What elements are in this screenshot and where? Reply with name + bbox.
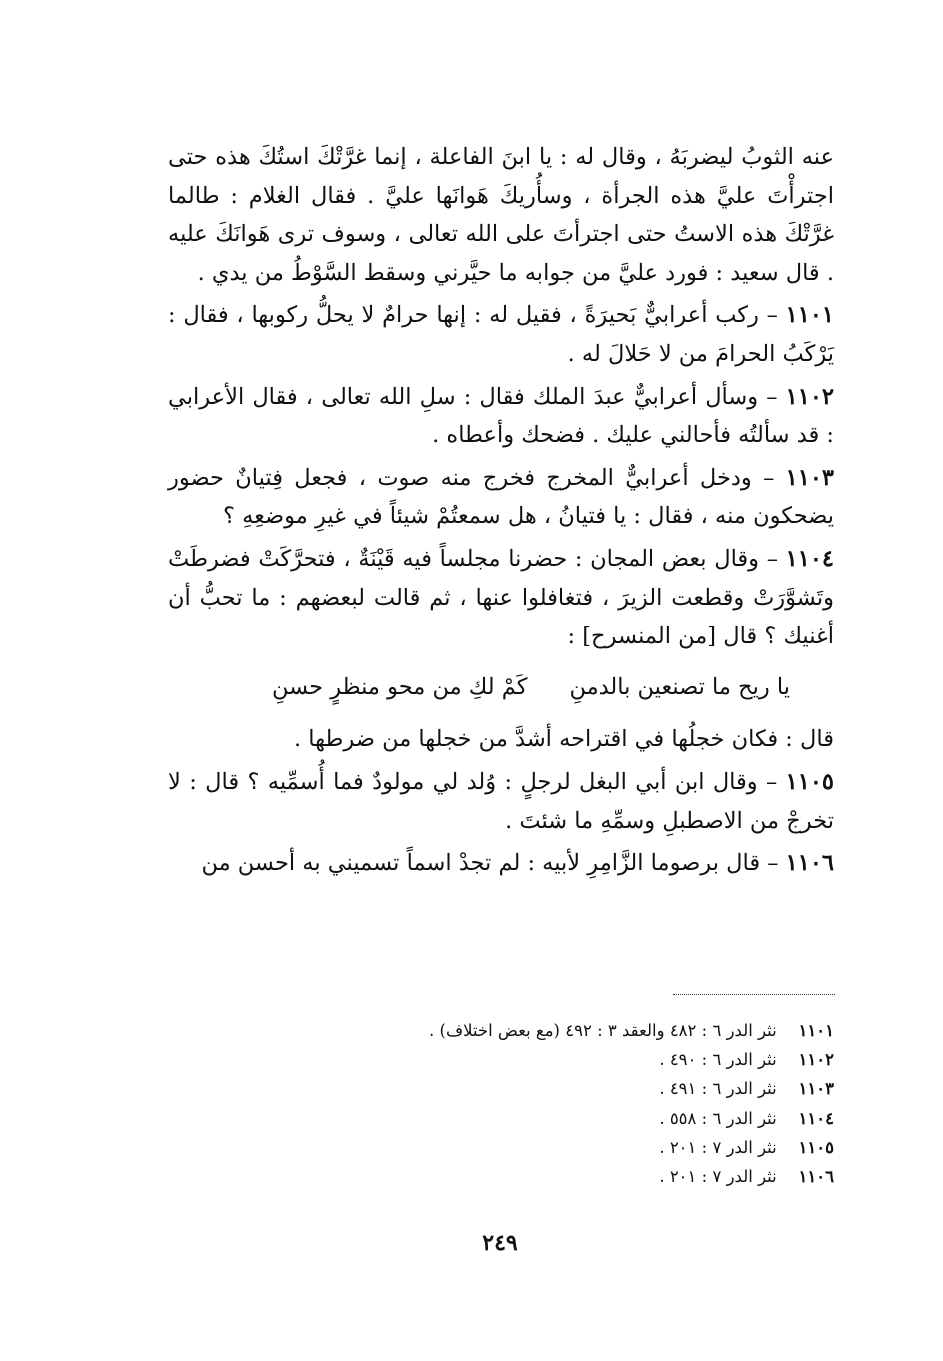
footnote-number: ١١٠٤ (798, 1108, 834, 1128)
paragraph-text: – ركب أعرابيٌّ بَحيرَةً ، فقيل له : إنها حرامٌ لا يحلُّ ركوبها ، فقال : يَرْكَبُ الحرامَ من لا حَلالَ له . (168, 302, 834, 367)
paragraph-text: – وقال بعض المجان : حضرنا مجلساً فيه قَيْنَةٌ ، فتحرَّكَتْ فضرطَتْ وتَشوَّرَتْ وقطعت الزيرَ ، فتغافلوا عنها ، ثم قالت لبعضهم : ما تحبُّ أن أغنيك ؟ قال [من المنسرح] : (168, 545, 834, 650)
paragraph-1104 (168, 540, 834, 656)
entry-number: ١١٠٤ (785, 545, 835, 572)
paragraph-text: – وسأل أعرابيٌّ عبدَ الملك فقال : سلِ الله تعالى ، فقال الأعرابي : قد سألتُه فأحالني عليك . فضحك وأعطاه . (168, 383, 834, 449)
footnote-text: نثر الدر ٦ : ٤٩١ . (659, 1079, 777, 1099)
footnote-text: نثر الدر ٦ : ٥٥٨ . (659, 1108, 777, 1128)
entry-number: ١١٠١ (785, 302, 835, 329)
main-text (168, 138, 834, 887)
footnote-text: نثر الدر ٦ : ٤٨٢ والعقد ٣ : ٤٩٢ (مع بعض اختلاف) . (429, 1021, 777, 1040)
paragraph-1101 (168, 296, 834, 373)
paragraph-1102 (168, 378, 834, 455)
paragraph-text: عنه الثوبُ ليضربَهُ ، وقال له : يا ابنَ الفاعلة ، إنما غرَّتْكَ استُكَ هذه حتى اجترأْتَ عليَّ هذه الجرأة ، وسأُريكَ هَوانَها عليَّ . فقال الغلام : طالما غرَّتْكَ هذه الاستُ حتى اجترأتَ على الله تعالى ، وسوف ترى هَوانَكَ عليه . قال سعيد : فورد عليَّ من جوابه ما حيَّرني وسقط السَّوْطُ من يدي . (168, 144, 834, 286)
footnote-text: نثر الدر ٦ : ٤٩٠ . (659, 1050, 777, 1070)
paragraph-1103 (168, 459, 834, 536)
footnote-text: نثر الدر ٧ : ٢٠١ . (659, 1167, 777, 1187)
footnote-number: ١١٠٣ (798, 1079, 834, 1099)
page-number: ٢٤٩ (482, 1230, 518, 1256)
footnote-item (168, 1045, 834, 1074)
footnote-number: ١١٠٦ (798, 1167, 834, 1187)
paragraph-text: – وقال ابن أبي البغل لرجلٍ : وُلد لي مولودٌ فما أُسمِّيه ؟ قال : لا تخرجْ من الاصطبلِ وسمِّهِ ما شئتَ . (168, 768, 834, 834)
entry-number: ١١٠٦ (785, 850, 834, 877)
footnote-divider (673, 994, 835, 995)
paragraph-1105 (168, 763, 834, 840)
footnote-number: ١١٠١ (798, 1021, 834, 1040)
verse-hemistich-first: يا ريح ما تصنعين بالدمنِ (569, 673, 791, 700)
footnote-text: نثر الدر ٧ : ٢٠١ . (659, 1137, 777, 1157)
paragraph-after-verse (168, 720, 834, 759)
paragraph-text: – قال برصوما الزَّامِرِ لأبيه : لم تجدْ اسماً تسميني به أحسن من (201, 850, 779, 877)
footnote-item (168, 1133, 834, 1162)
footnotes (168, 1016, 834, 1191)
entry-number: ١١٠٢ (785, 383, 834, 410)
poem-verse (168, 668, 834, 707)
paragraph-text: – ودخل أعرابيٌّ المخرج فخرج منه صوت ، فجعل فِتيانٌ حضور يضحكون منه ، فقال : يا فتيانُ ، هل سمعتُمْ شيئاً في غيرِ موضعِهِ ؟ (168, 464, 834, 530)
footnote-item (168, 1016, 834, 1045)
footnote-item (168, 1162, 834, 1191)
verse-hemistich-second: كَمْ لكِ من محو منظرٍ حسنِ (271, 673, 528, 700)
paragraph-1106 (168, 844, 834, 883)
footnote-item (168, 1074, 834, 1103)
entry-number: ١١٠٣ (785, 464, 834, 491)
paragraph-text: قال : فكان خجلُها في اقتراحه أشدَّ من خجلها من ضرطها . (293, 726, 834, 753)
footnote-number: ١١٠٥ (798, 1137, 834, 1157)
entry-number: ١١٠٥ (785, 768, 834, 795)
footnote-number: ١١٠٢ (798, 1050, 834, 1070)
footnote-item (168, 1104, 834, 1133)
paragraph-continuation (168, 138, 834, 292)
